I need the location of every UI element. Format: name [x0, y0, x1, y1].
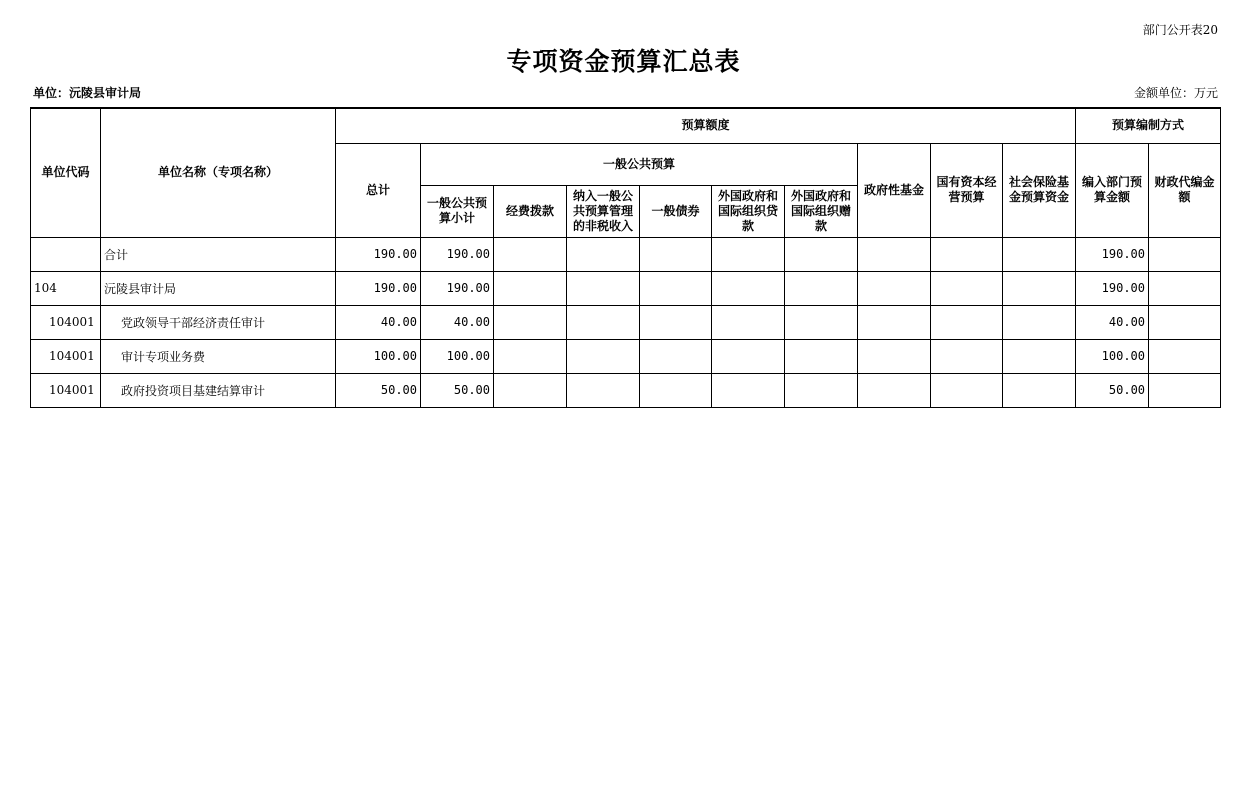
cell-social-ins	[1003, 339, 1076, 373]
header-foreign-loans: 外国政府和国际组织贷款	[712, 185, 785, 237]
header-dept-amount: 编入部门预算金额	[1076, 143, 1149, 237]
header-gov-fund: 政府性基金	[858, 143, 931, 237]
cell-gov-fund	[858, 271, 931, 305]
cell-bonds	[640, 305, 712, 339]
cell-state-capital	[931, 305, 1003, 339]
table-row	[31, 271, 1221, 305]
table-row	[31, 373, 1221, 407]
cell-total: 50.00	[336, 373, 421, 407]
cell-total: 100.00	[336, 339, 421, 373]
cell-code: 104001	[31, 373, 101, 407]
cell-loans	[712, 305, 785, 339]
cell-loans	[712, 373, 785, 407]
header-gpb-subtotal: 一般公共预算小计	[421, 185, 494, 237]
cell-subtotal: 40.00	[421, 305, 494, 339]
cell-name: 党政领导干部经济责任审计	[101, 305, 336, 339]
cell-non-tax	[567, 237, 640, 271]
cell-dept-amount: 100.00	[1076, 339, 1149, 373]
cell-grants	[785, 271, 858, 305]
header-unit-name: 单位名称（专项名称）	[101, 108, 336, 237]
cell-bonds	[640, 237, 712, 271]
cell-grants	[785, 237, 858, 271]
cell-fund-allocation	[494, 305, 567, 339]
cell-code	[31, 237, 101, 271]
cell-social-ins	[1003, 271, 1076, 305]
form-number: 部门公开表20	[1142, 23, 1218, 37]
cell-dept-amount: 190.00	[1076, 271, 1149, 305]
cell-name: 审计专项业务费	[101, 339, 336, 373]
cell-finance-amount	[1149, 271, 1221, 305]
cell-gov-fund	[858, 237, 931, 271]
cell-fund-allocation	[494, 339, 567, 373]
cell-code: 104001	[31, 339, 101, 373]
cell-total: 40.00	[336, 305, 421, 339]
cell-loans	[712, 339, 785, 373]
cell-subtotal: 100.00	[421, 339, 494, 373]
cell-name: 沅陵县审计局	[101, 271, 336, 305]
cell-loans	[712, 271, 785, 305]
header-unit-code: 单位代码	[31, 108, 101, 237]
budget-table	[30, 107, 1221, 408]
cell-non-tax	[567, 305, 640, 339]
cell-finance-amount	[1149, 339, 1221, 373]
cell-dept-amount: 190.00	[1076, 237, 1149, 271]
cell-bonds	[640, 339, 712, 373]
header-foreign-grants: 外国政府和国际组织赠款	[785, 185, 858, 237]
cell-state-capital	[931, 271, 1003, 305]
header-total: 总计	[336, 143, 421, 237]
cell-name: 政府投资项目基建结算审计	[101, 373, 336, 407]
header-compile-method: 预算编制方式	[1076, 108, 1221, 143]
page-title: 专项资金预算汇总表	[506, 47, 741, 76]
cell-dept-amount: 50.00	[1076, 373, 1149, 407]
cell-non-tax	[567, 271, 640, 305]
header-budget-amount: 预算额度	[336, 108, 1076, 143]
cell-state-capital	[931, 339, 1003, 373]
header-general-public-budget: 一般公共预算	[421, 143, 858, 185]
cell-social-ins	[1003, 373, 1076, 407]
amount-unit: 金额单位：万元	[1133, 86, 1218, 100]
header-fund-allocation: 经费拨款	[494, 185, 567, 237]
header-non-tax-income: 纳入一般公共预算管理的非税收入	[567, 185, 640, 237]
header-general-bonds: 一般债券	[640, 185, 712, 237]
cell-subtotal: 190.00	[421, 237, 494, 271]
cell-name: 合计	[101, 237, 336, 271]
cell-gov-fund	[858, 339, 931, 373]
cell-gov-fund	[858, 373, 931, 407]
cell-total: 190.00	[336, 237, 421, 271]
cell-dept-amount: 40.00	[1076, 305, 1149, 339]
cell-finance-amount	[1149, 305, 1221, 339]
cell-loans	[712, 237, 785, 271]
cell-finance-amount	[1149, 237, 1221, 271]
table-row	[31, 305, 1221, 339]
cell-state-capital	[931, 373, 1003, 407]
cell-code: 104001	[31, 305, 101, 339]
header-social-insurance: 社会保险基金预算资金	[1003, 143, 1076, 237]
cell-non-tax	[567, 373, 640, 407]
cell-fund-allocation	[494, 373, 567, 407]
cell-state-capital	[931, 237, 1003, 271]
cell-non-tax	[567, 339, 640, 373]
cell-subtotal: 50.00	[421, 373, 494, 407]
cell-fund-allocation	[494, 271, 567, 305]
cell-grants	[785, 373, 858, 407]
cell-total: 190.00	[336, 271, 421, 305]
reporting-unit: 单位：沅陵县审计局	[33, 86, 142, 100]
cell-bonds	[640, 271, 712, 305]
cell-fund-allocation	[494, 237, 567, 271]
cell-grants	[785, 305, 858, 339]
cell-bonds	[640, 373, 712, 407]
table-row	[31, 237, 1221, 271]
cell-subtotal: 190.00	[421, 271, 494, 305]
cell-grants	[785, 339, 858, 373]
cell-code: 104	[31, 271, 101, 305]
header-finance-amount: 财政代编金额	[1149, 143, 1221, 237]
cell-finance-amount	[1149, 373, 1221, 407]
header-state-capital: 国有资本经营预算	[931, 143, 1003, 237]
table-row	[31, 339, 1221, 373]
cell-social-ins	[1003, 237, 1076, 271]
cell-social-ins	[1003, 305, 1076, 339]
cell-gov-fund	[858, 305, 931, 339]
